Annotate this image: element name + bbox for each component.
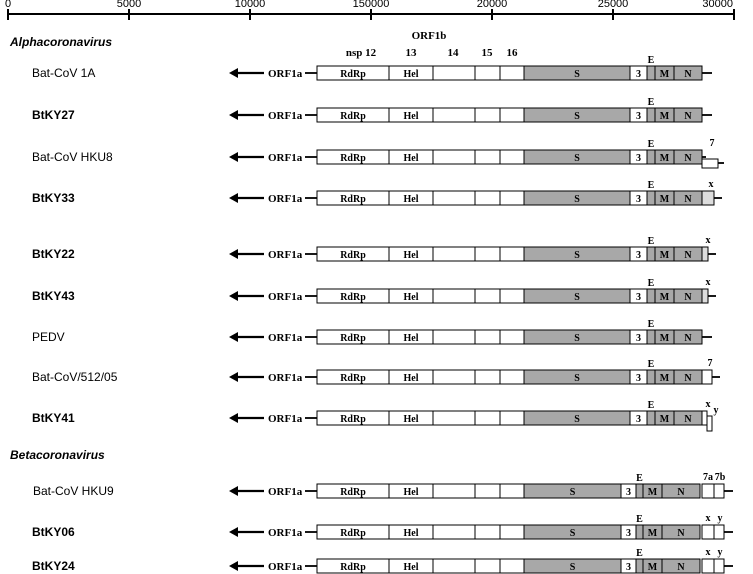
nsp15-label: 15 bbox=[481, 47, 493, 59]
n-label: N bbox=[684, 194, 692, 205]
s-label: S bbox=[569, 487, 576, 498]
arrow-head-icon bbox=[229, 413, 238, 423]
genome-row bbox=[32, 235, 716, 261]
nsp15-box bbox=[475, 484, 500, 498]
rdrp-label: RdRp bbox=[340, 194, 366, 205]
m-label: M bbox=[659, 292, 670, 303]
hel-label: Hel bbox=[403, 69, 419, 80]
s-label: S bbox=[574, 373, 580, 384]
orf7-box bbox=[702, 159, 718, 168]
genome-name: Bat-CoV HKU9 bbox=[33, 484, 114, 498]
m-label: M bbox=[647, 528, 658, 539]
nsp16-box bbox=[500, 150, 524, 164]
nsp14-box bbox=[433, 66, 475, 80]
orf3-label: 3 bbox=[636, 111, 641, 122]
orf-x-box bbox=[702, 411, 707, 425]
n-label: N bbox=[684, 373, 692, 384]
m-label: M bbox=[659, 153, 670, 164]
s-label: S bbox=[569, 528, 576, 539]
genome-row bbox=[32, 97, 712, 122]
orf3-label: 3 bbox=[636, 292, 641, 303]
genome-name: BtKY41 bbox=[32, 411, 75, 425]
arrow-head-icon bbox=[229, 332, 238, 342]
s-label: S bbox=[574, 414, 580, 425]
rdrp-label: RdRp bbox=[340, 69, 366, 80]
genome-row bbox=[32, 319, 712, 344]
nsp15-box bbox=[475, 108, 500, 122]
rdrp-label: RdRp bbox=[340, 333, 366, 344]
e-box bbox=[647, 191, 655, 205]
hel-label: Hel bbox=[403, 153, 419, 164]
nsp16-label: 16 bbox=[506, 47, 518, 59]
nsp16-box bbox=[500, 108, 524, 122]
e-label: E bbox=[647, 319, 655, 330]
n-label: N bbox=[677, 528, 685, 539]
group-heading-alpha: Alphacoronavirus bbox=[10, 35, 113, 49]
orf3-label: 3 bbox=[636, 194, 641, 205]
n-label: N bbox=[684, 333, 692, 344]
accessory-label: x bbox=[705, 277, 711, 288]
genome-row bbox=[32, 399, 719, 431]
arrow-head-icon bbox=[229, 68, 238, 78]
orf1a-label: ORF1a bbox=[268, 152, 303, 164]
s-label: S bbox=[574, 153, 580, 164]
nsp14-box bbox=[433, 525, 475, 539]
nsp14-label: 14 bbox=[447, 47, 459, 59]
orf1a-label: ORF1a bbox=[268, 332, 303, 344]
m-label: M bbox=[659, 373, 670, 384]
e-label: E bbox=[647, 139, 655, 150]
genome-name: BtKY43 bbox=[32, 289, 75, 303]
accessory-label: y bbox=[717, 547, 723, 558]
orf3-label: 3 bbox=[626, 562, 631, 573]
orf3-label: 3 bbox=[626, 528, 631, 539]
hel-label: Hel bbox=[403, 111, 419, 122]
genome-row bbox=[32, 547, 733, 573]
m-label: M bbox=[659, 69, 670, 80]
scale-tick-label: 10000 bbox=[234, 0, 266, 10]
e-label: E bbox=[636, 548, 643, 559]
genome-row bbox=[32, 277, 716, 303]
nsp16-box bbox=[500, 247, 524, 261]
n-label: N bbox=[684, 153, 692, 164]
scale-tick-label: 5000 bbox=[116, 0, 142, 10]
orf3-label: 3 bbox=[636, 250, 641, 261]
accessory-label: x bbox=[708, 179, 714, 190]
nsp16-box bbox=[500, 525, 524, 539]
orf-y-box bbox=[714, 525, 724, 539]
genome-name: BtKY33 bbox=[32, 191, 75, 205]
nsp15-box bbox=[475, 247, 500, 261]
orf1b-header bbox=[346, 30, 518, 59]
genome-row bbox=[32, 138, 724, 168]
genome-name: Bat-CoV/512/05 bbox=[32, 370, 118, 384]
orf1a-label: ORF1a bbox=[268, 527, 303, 539]
scale-tick-label: 25000 bbox=[597, 0, 629, 10]
nsp15-box bbox=[475, 150, 500, 164]
orf-x-box bbox=[702, 191, 714, 205]
e-label: E bbox=[636, 473, 643, 484]
s-label: S bbox=[574, 69, 580, 80]
hel-label: Hel bbox=[403, 292, 419, 303]
genome-row bbox=[32, 358, 720, 384]
arrow-head-icon bbox=[229, 291, 238, 301]
m-label: M bbox=[659, 333, 670, 344]
orf3-label: 3 bbox=[636, 414, 641, 425]
orf1a-label: ORF1a bbox=[268, 291, 303, 303]
group-heading-beta: Betacoronavirus bbox=[10, 448, 105, 462]
nsp16-box bbox=[500, 411, 524, 425]
nsp12-label: nsp 12 bbox=[345, 47, 377, 59]
nsp15-box bbox=[475, 370, 500, 384]
orf1a-label: ORF1a bbox=[268, 372, 303, 384]
accessory-label: y bbox=[717, 513, 723, 524]
orf-7b-box bbox=[714, 484, 724, 498]
orf1b-label: ORF1b bbox=[411, 30, 447, 42]
e-label: E bbox=[647, 236, 655, 247]
e-label: E bbox=[647, 55, 655, 66]
accessory-label: 7 bbox=[707, 358, 713, 369]
scale-tick-label: 150000 bbox=[352, 0, 390, 10]
genome-row bbox=[32, 179, 722, 205]
arrow-head-icon bbox=[229, 249, 238, 259]
e-label: E bbox=[647, 180, 655, 191]
s-label: S bbox=[574, 194, 580, 205]
e-box bbox=[647, 289, 655, 303]
e-label: E bbox=[647, 400, 655, 411]
e-box bbox=[647, 370, 655, 384]
e-box bbox=[636, 525, 643, 539]
orf-y-box bbox=[707, 416, 712, 431]
scale-tick-label: 20000 bbox=[476, 0, 508, 10]
accessory-label: y bbox=[713, 405, 719, 416]
arrow-head-icon bbox=[229, 152, 238, 162]
hel-label: Hel bbox=[403, 414, 419, 425]
accessory-label: 7 bbox=[709, 138, 715, 149]
orf-y-box bbox=[714, 559, 724, 573]
scale-tick-label: 0 bbox=[4, 0, 12, 10]
n-label: N bbox=[677, 562, 685, 573]
nsp16-box bbox=[500, 66, 524, 80]
orf1a-label: ORF1a bbox=[268, 486, 303, 498]
m-label: M bbox=[659, 194, 670, 205]
nsp14-box bbox=[433, 247, 475, 261]
n-label: N bbox=[684, 292, 692, 303]
hel-label: Hel bbox=[403, 373, 419, 384]
rdrp-label: RdRp bbox=[340, 414, 366, 425]
orf3-label: 3 bbox=[626, 487, 631, 498]
rdrp-label: RdRp bbox=[340, 373, 366, 384]
orf-x-box bbox=[702, 559, 714, 573]
s-label: S bbox=[574, 333, 580, 344]
rdrp-label: RdRp bbox=[340, 562, 366, 573]
orf1a-label: ORF1a bbox=[268, 413, 303, 425]
nsp14-box bbox=[433, 484, 475, 498]
nsp16-box bbox=[500, 191, 524, 205]
s-label: S bbox=[574, 111, 580, 122]
orf3-label: 3 bbox=[636, 69, 641, 80]
nsp16-box bbox=[500, 484, 524, 498]
e-box bbox=[647, 108, 655, 122]
genome-name: BtKY22 bbox=[32, 247, 75, 261]
nsp15-box bbox=[475, 66, 500, 80]
arrow-head-icon bbox=[229, 527, 238, 537]
arrow-head-icon bbox=[229, 372, 238, 382]
nsp15-box bbox=[475, 191, 500, 205]
arrow-head-icon bbox=[229, 193, 238, 203]
accessory-label: x bbox=[705, 513, 711, 524]
rdrp-label: RdRp bbox=[340, 528, 366, 539]
nsp14-box bbox=[433, 330, 475, 344]
orf-7a-box bbox=[702, 484, 714, 498]
hel-label: Hel bbox=[403, 194, 419, 205]
hel-label: Hel bbox=[403, 562, 419, 573]
nsp14-box bbox=[433, 191, 475, 205]
rdrp-label: RdRp bbox=[340, 487, 366, 498]
e-box bbox=[647, 150, 655, 164]
n-label: N bbox=[684, 250, 692, 261]
accessory-label: x bbox=[705, 235, 711, 246]
hel-label: Hel bbox=[403, 487, 419, 498]
orf-x-box bbox=[702, 525, 714, 539]
orf3-label: 3 bbox=[636, 373, 641, 384]
orf-x-box bbox=[702, 289, 708, 303]
nsp14-box bbox=[433, 289, 475, 303]
e-box bbox=[647, 411, 655, 425]
nsp16-box bbox=[500, 559, 524, 573]
orf1a-label: ORF1a bbox=[268, 68, 303, 80]
genome-name: BtKY06 bbox=[32, 525, 75, 539]
accessory-label: 7b bbox=[714, 472, 726, 483]
genome-rows bbox=[32, 55, 733, 573]
nsp15-box bbox=[475, 330, 500, 344]
orf1a-label: ORF1a bbox=[268, 110, 303, 122]
e-box bbox=[636, 484, 643, 498]
e-label: E bbox=[647, 359, 655, 370]
nsp14-box bbox=[433, 411, 475, 425]
rdrp-label: RdRp bbox=[340, 250, 366, 261]
orf3-label: 3 bbox=[636, 153, 641, 164]
nsp14-box bbox=[433, 370, 475, 384]
nsp14-box bbox=[433, 559, 475, 573]
genome-name: Bat-CoV 1A bbox=[32, 66, 96, 80]
genome-name: BtKY24 bbox=[32, 559, 75, 573]
orf1a-label: ORF1a bbox=[268, 249, 303, 261]
m-label: M bbox=[647, 487, 658, 498]
n-label: N bbox=[677, 487, 685, 498]
scale-bar bbox=[5, 0, 735, 20]
m-label: M bbox=[647, 562, 658, 573]
nsp16-box bbox=[500, 330, 524, 344]
nsp15-box bbox=[475, 559, 500, 573]
rdrp-label: RdRp bbox=[340, 111, 366, 122]
genome-name: Bat-CoV HKU8 bbox=[32, 150, 113, 164]
e-label: E bbox=[636, 514, 643, 525]
genome-row bbox=[32, 513, 733, 539]
e-label: E bbox=[647, 278, 655, 289]
orf-x-box bbox=[702, 247, 708, 261]
n-label: N bbox=[684, 414, 692, 425]
n-label: N bbox=[684, 111, 692, 122]
arrow-head-icon bbox=[229, 486, 238, 496]
m-label: M bbox=[659, 414, 670, 425]
nsp13-label: 13 bbox=[405, 47, 417, 59]
scale-tick-label: 30000 bbox=[702, 0, 733, 10]
genome-row bbox=[33, 472, 733, 498]
accessory-label: x bbox=[705, 399, 711, 410]
e-label: E bbox=[647, 97, 655, 108]
accessory-label: x bbox=[705, 547, 711, 558]
rdrp-label: RdRp bbox=[340, 292, 366, 303]
nsp15-box bbox=[475, 525, 500, 539]
orf-7-box bbox=[702, 370, 712, 384]
genome-name: BtKY27 bbox=[32, 108, 75, 122]
nsp15-box bbox=[475, 289, 500, 303]
e-box bbox=[647, 330, 655, 344]
nsp14-box bbox=[433, 108, 475, 122]
arrow-head-icon bbox=[229, 561, 238, 571]
orf1a-label: ORF1a bbox=[268, 193, 303, 205]
nsp16-box bbox=[500, 370, 524, 384]
e-box bbox=[647, 66, 655, 80]
nsp16-box bbox=[500, 289, 524, 303]
accessory-label: 7a bbox=[703, 472, 713, 483]
orf3-label: 3 bbox=[636, 333, 641, 344]
s-label: S bbox=[569, 562, 576, 573]
rdrp-label: RdRp bbox=[340, 153, 366, 164]
genome-name: PEDV bbox=[32, 330, 65, 344]
s-label: S bbox=[574, 250, 580, 261]
m-label: M bbox=[659, 250, 670, 261]
hel-label: Hel bbox=[403, 333, 419, 344]
e-box bbox=[636, 559, 643, 573]
arrow-head-icon bbox=[229, 110, 238, 120]
orf1a-label: ORF1a bbox=[268, 561, 303, 573]
m-label: M bbox=[659, 111, 670, 122]
nsp15-box bbox=[475, 411, 500, 425]
hel-label: Hel bbox=[403, 250, 419, 261]
hel-label: Hel bbox=[403, 528, 419, 539]
s-label: S bbox=[574, 292, 580, 303]
n-label: N bbox=[684, 69, 692, 80]
e-box bbox=[647, 247, 655, 261]
nsp14-box bbox=[433, 150, 475, 164]
